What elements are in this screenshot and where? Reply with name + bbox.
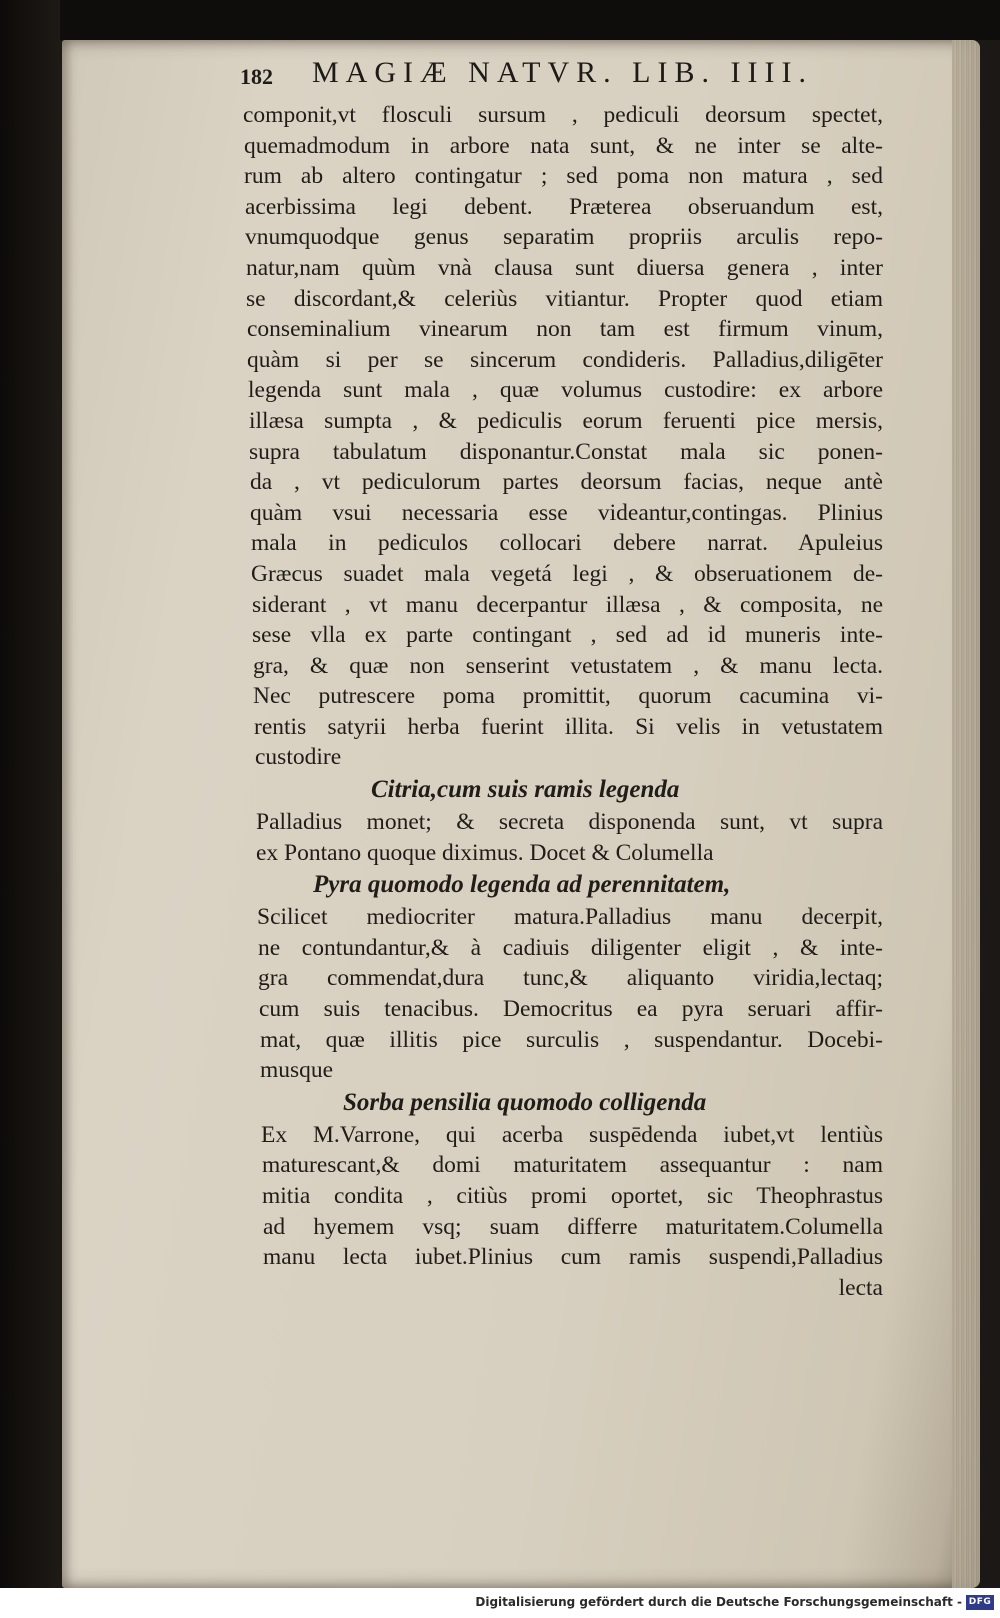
section-heading: Sorba pensilia quomodo colligenda [343, 1088, 707, 1116]
text-line: mat, quæ illitis pice surculis , suspendantur. Docebi- [260, 1026, 883, 1053]
page-fore-edge [952, 40, 980, 1588]
catchword: lecta [838, 1274, 883, 1301]
text-line: illæsa sumpta , & pediculis eorum feruenti pice mersis, [249, 407, 883, 434]
text-line: Palladius monet; & secreta disponenda sunt, vt supra [256, 809, 883, 836]
text-line: supra tabulatum disponantur.Constat mala sic ponen- [249, 438, 883, 465]
text-line: acerbissima legi debent. Præterea obseruandum est, [245, 193, 883, 220]
text-line: quemadmodum in arbore nata sunt, & ne inter se alte- [244, 132, 883, 159]
text-line: rum ab altero contingatur ; sed poma non matura , sed [244, 163, 883, 190]
dfg-logo: DFG [966, 1595, 994, 1610]
text-line: gra, & quæ non senserint vetustatem , & manu lecta. [253, 652, 883, 679]
text-line: quàm si per se sincerum condideris. Palladius,diligēter [247, 346, 883, 373]
funding-credit: Digitalisierung gefördert durch die Deutsche Forschungsgemeinschaft - [475, 1595, 962, 1609]
text-line: natur,nam quùm vnà clausa sunt diuersa genera , inter [246, 254, 883, 281]
text-line: gra commendat,dura tunc,& aliquanto viridia,lectaq; [258, 965, 883, 992]
section-heading: Citria,cum suis ramis legenda [371, 776, 680, 804]
page-number: 182 [240, 64, 273, 89]
text-line: rentis satyrii herba fuerint illita. Si velis in vetustatem [254, 713, 883, 740]
text-line: sese vlla ex parte contingant , sed ad id muneris inte- [252, 622, 883, 649]
text-line: siderant , vt manu decerpantur illæsa , & composita, ne [252, 591, 883, 618]
text-line: conseminalium vinearum non tam est firmum vinum, [247, 316, 883, 343]
text-line: legenda sunt mala , quæ volumus custodire: ex arbore [248, 377, 883, 404]
text-line: custodire [255, 744, 342, 771]
scan-top-border [0, 0, 1000, 40]
text-line: Ex M.Varrone, qui acerba suspēdenda iubet,vt lentiùs [261, 1121, 883, 1148]
digitization-footer [0, 1588, 1000, 1618]
text-line: se discordant,& celeriùs vitiantur. Propter quod etiam [246, 285, 883, 312]
text-line: mitia condita , citiùs promi oportet, sic Theophrastus [262, 1183, 883, 1209]
text-line: ex Pontano quoque diximus. Docet & Columella [256, 839, 714, 866]
page-header [240, 54, 813, 94]
text-line: da , vt pediculorum partes deorsum facias, neque antè [250, 469, 883, 496]
section-heading: Pyra quomodo legenda ad perennitatem, [313, 871, 731, 899]
running-head: MAGIÆ NATVR. LIB. IIII. [312, 56, 813, 89]
text-line: cum suis tenacibus. Democritus ea pyra seruari affir- [259, 996, 883, 1023]
text-line: musque [260, 1057, 334, 1084]
text-line: Græcus suadet mala vegetá legi , & obseruationem de- [251, 560, 883, 587]
text-line: componit,vt flosculi sursum , pediculi deorsum spectet, [243, 102, 883, 128]
text-line: Nec putrescere poma promittit, quorum cacumina vi- [253, 683, 883, 710]
scan-left-border [0, 0, 60, 1618]
page-body-text [243, 100, 883, 1303]
text-line: maturescant,& domi maturitatem assequantur : nam [262, 1152, 883, 1179]
text-line: ad hyemem vsq; suam differre maturitatem.Columella [263, 1213, 883, 1240]
text-line: Scilicet mediocriter matura.Palladius manu decerpit, [257, 904, 883, 931]
text-line: vnumquodque genus separatim propriis arculis repo- [245, 224, 883, 251]
text-line: ne contundantur,& à cadiuis diligenter eligit , & inte- [258, 934, 883, 961]
text-line: mala in pediculos collocari debere narrat. Apuleius [251, 530, 883, 557]
text-line: manu lecta iubet.Plinius cum ramis suspendi,Palladius [263, 1244, 883, 1271]
text-line: quàm vsui necessaria esse videantur,contingas. Plinius [250, 499, 883, 526]
